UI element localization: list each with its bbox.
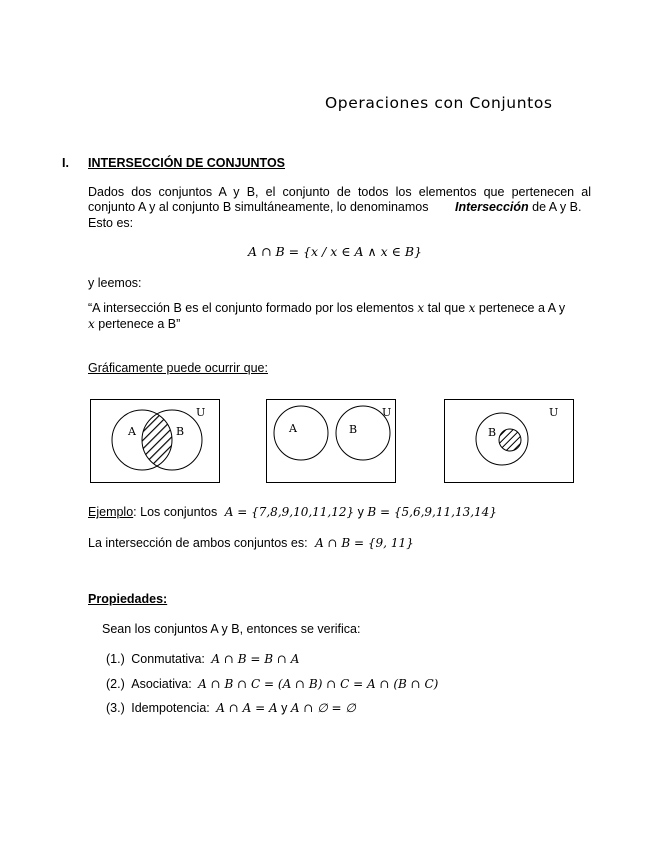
property-formula: A ∩ B = B ∩ A [211,652,300,666]
example-label: Ejemplo [88,505,134,519]
intersection-formula: A ∩ B = {x / x ∈ A ∧ x ∈ B} [248,244,422,259]
reading-var-x-2: x [468,301,476,315]
reading-line-1-c: pertenece a A y [478,301,566,315]
definition-line-2-text: conjunto A y al conjunto B simultáneamente, lo denominamos [88,200,429,214]
example-result-text: La intersección de ambos conjuntos es: [88,536,308,550]
property-formula-b: A ∩ ∅ = ∅ [290,701,356,715]
property-number: (2.) [106,677,125,691]
page-title: Operaciones con Conjuntos [325,94,553,112]
set-a-circle [499,429,521,451]
definition-term-tail: de A y B. [532,200,582,214]
property-name: Conmutativa: [131,652,205,666]
definition-term [455,200,581,214]
example-result: A ∩ B = {9, 11} [315,536,414,550]
section-number: I. [62,156,69,170]
property-item [106,652,299,666]
example-result-line [88,536,414,550]
universe-label: U [382,406,392,419]
reading-line-2-b: pertenece a B” [98,317,181,331]
venn-diagram-overlap [90,399,220,483]
section-title: INTERSECCIÓN DE CONJUNTOS [88,156,286,170]
reading-line-1-a: “A intersección B es el conjunto formado por los elementos [88,301,414,315]
example-text: : Los conjuntos [133,505,218,519]
universe-label: U [196,406,206,419]
property-number: (1.) [106,652,125,666]
set-b-label: B [176,425,185,438]
properties-heading: Propiedades: [88,592,168,606]
reading-line-2 [88,317,180,331]
property-connector: y [281,701,288,715]
example-set-a: A = {7,8,9,10,11,12} [224,505,355,519]
definition-term-word: Intersección [455,200,529,214]
universe-box [267,400,396,483]
property-name: Asociativa: [131,677,192,691]
universe-label: U [549,406,559,419]
property-formula-a: A ∩ A = A [216,701,278,715]
set-a-label: A [289,422,297,435]
property-name: Idempotencia: [131,701,210,715]
property-number: (3.) [106,701,125,715]
venn-diagram-subset [444,399,574,483]
property-item [106,701,356,715]
definition-line-3: Esto es: [88,216,134,230]
example-set-b: B = {5,6,9,11,13,14} [367,505,497,519]
example-line [88,505,497,519]
graphic-heading: Gráficamente puede ocurrir que: [88,361,268,375]
set-a-label: A [128,425,136,438]
set-b-label: B [349,423,358,436]
properties-intro: Sean los conjuntos A y B, entonces se verifica: [102,622,361,636]
property-formula: A ∩ B ∩ C = (A ∩ B) ∩ C = A ∩ (B ∩ C) [198,677,439,691]
definition-line-1: Dados dos conjuntos A y B, el conjunto de todos los elementos que pertenecen al [88,185,591,199]
reading-intro: y leemos: [88,276,142,290]
set-b-label: B [488,426,497,439]
property-item [106,677,438,691]
reading-var-x-3: x [88,317,95,331]
definition-line-2 [88,200,429,214]
reading-var-x: x [417,301,425,315]
reading-line-1 [88,301,565,315]
venn-diagram-disjoint [266,399,396,483]
example-connector: y [357,505,364,519]
reading-line-1-b: tal que [427,301,466,315]
